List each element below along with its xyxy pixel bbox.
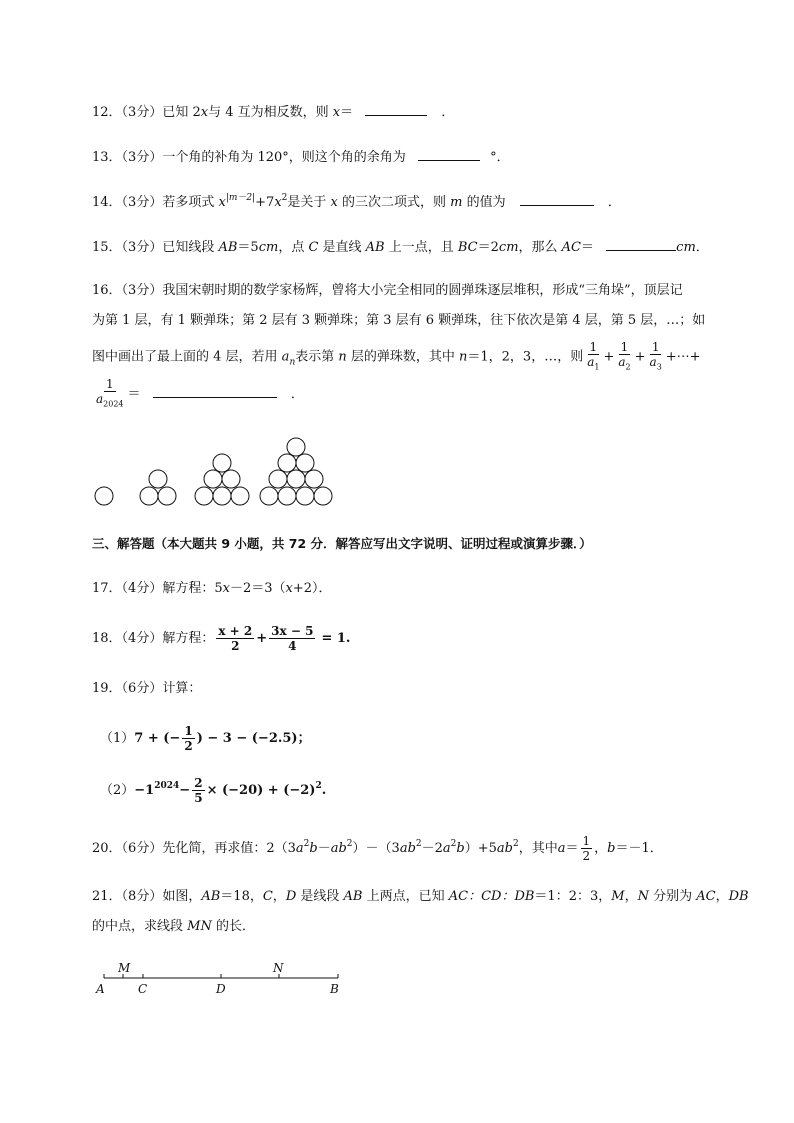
marble <box>195 487 213 505</box>
label-b: B <box>330 982 339 996</box>
marble <box>260 487 278 505</box>
label-c: C <box>138 982 148 996</box>
question-16-line-2: 为第 1 层，有 1 颗弹珠；第 2 层有 3 颗弹珠；第 3 层有 6 颗弹珠，往下依次是第 4 层，第 5 层，…；如 <box>92 313 706 328</box>
label-n: N <box>273 961 284 975</box>
fraction-1-over-a2024: $\frac{1}{a_{2024}}$ <box>96 377 124 409</box>
marble <box>314 487 332 505</box>
section-heading: 三、解答题（本大题共 9 小题，共 72 分．解答应写出文字说明、证明过程或演算步骤．） <box>92 536 592 551</box>
answer-blank[interactable] <box>153 383 277 398</box>
marble <box>213 454 231 472</box>
marble <box>158 487 176 505</box>
question-16-line-1: 16．（3分）我国宋朝时期的数学家杨辉，曾将大小完全相同的圆弹珠逐层堆积，形成“三角垛”，顶层记 <box>92 283 683 298</box>
label-a: A <box>96 982 105 996</box>
fraction: $\frac{1}{2}$ <box>582 834 591 863</box>
label-m: M <box>118 961 131 975</box>
answer-blank[interactable] <box>606 236 676 251</box>
marble <box>204 470 222 488</box>
fraction-1-over-a3: $\frac{1}{a_3}$ <box>649 340 662 372</box>
marble <box>296 487 314 505</box>
marble <box>140 487 158 505</box>
question-19-part-1: （1）7 + (− $\frac{1}{2}$ ) − 3 − (−2.5)； <box>100 724 311 753</box>
fraction: $\frac{x + 2}{2}$ <box>218 624 253 653</box>
fraction-1-over-a1: $\frac{1}{a_1}$ <box>587 340 600 372</box>
answer-blank[interactable] <box>418 146 480 161</box>
question-16-line-3: 图中画出了最上面的 4 层，若用 $a_n$表示第 n 层的弹珠数，其中 n＝1，2，3，…，则 $\frac{1}{a_1}$ + $\frac{1}{a_2}$ + $\frac{1}{a_3}$ +⋯+ <box>92 340 701 377</box>
fraction: $\frac{2}{5}$ <box>194 776 203 805</box>
question-12: 12．（3分）已知 2x与 4 互为相反数，则 x＝ ． <box>92 101 454 123</box>
question-15: 15．（3分）已知线段 AB＝5cm，点 C 是直线 AB 上一点，且 BC＝2cm，那么 AC＝ cm． <box>92 236 709 258</box>
triangle-stack-figure <box>90 436 340 508</box>
marble <box>213 487 231 505</box>
question-20: 20．（6分）先化简，再求值：$2(3a^2b-ab^2)-(3ab^2-2a^2b)+5ab^2$，其中a＝ $\frac{1}{2}$ ，b＝－1． <box>92 834 663 863</box>
marble <box>269 470 287 488</box>
marble <box>222 470 240 488</box>
marble <box>149 470 167 488</box>
question-14: 14．（3分）若多项式 $x^{|m-2|}+7x^2$是关于 x 的三次二项式，则 m 的值为 ． <box>92 193 621 210</box>
answer-blank[interactable] <box>365 101 427 116</box>
marble <box>278 487 296 505</box>
question-21-line-1: 21．（8分）如图，AB＝18，C，D 是线段 AB 上两点，已知 AC：CD：DB＝1：2：3，M，N 分别为 AC，DB <box>92 889 749 904</box>
fraction: $\frac{1}{2}$ <box>184 724 193 753</box>
marble <box>95 487 113 505</box>
question-18: 18．（4分）解方程： $\frac{x + 2}{2}$ + $\frac{3x - 5}{4}$ = 1. <box>92 624 351 653</box>
marble <box>287 470 305 488</box>
marble <box>231 487 249 505</box>
question-21-line-2: 的中点，求线段 MN 的长． <box>92 919 255 934</box>
question-17: 17．（4分）解方程：5x－2＝3（x+2）． <box>92 581 332 596</box>
q12-number: 12． <box>92 105 122 120</box>
question-13: 13．（3分）一个角的补角为 120°，则这个角的余角为 °． <box>92 146 510 168</box>
marble <box>305 470 323 488</box>
fraction-1-over-a2: $\frac{1}{a_2}$ <box>618 340 631 372</box>
fraction: $\frac{3x - 5}{4}$ <box>271 624 314 653</box>
answer-blank[interactable] <box>520 191 594 206</box>
marble <box>296 454 314 472</box>
question-16-line-4: $\frac{1}{a_{2024}}$ ＝ ． <box>92 377 304 412</box>
marble <box>287 438 305 456</box>
question-19-part-2: $(2)-1^{2024}-$ $\frac{2}{5}$ × $(-20) + (-2)^2$. <box>100 776 327 805</box>
question-19: 19．（6分）计算： <box>92 681 202 696</box>
marble <box>278 454 296 472</box>
segment-figure <box>90 958 350 998</box>
label-d: D <box>216 982 226 996</box>
